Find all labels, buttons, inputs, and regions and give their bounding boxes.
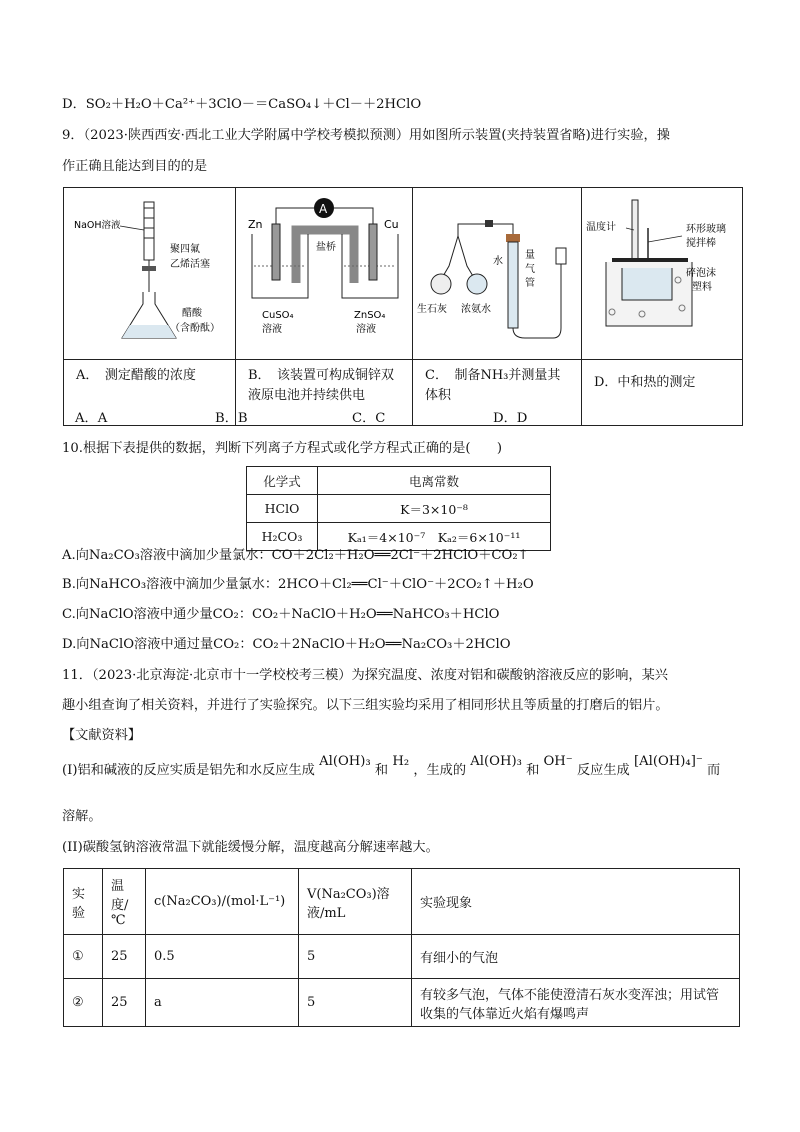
q10-option-a: A.向Na₂CO₃溶液中滴加少量氯水：CO＋2Cl₂＋H₂O══2Cl⁻＋2HClO＋CO₂↑ <box>62 548 529 563</box>
cu-label: Cu <box>384 218 399 231</box>
q11-row2-volume: 5 <box>299 979 412 1027</box>
q10-option-b: B.向NaHCO₃溶液中滴加少量氯水：2HCO＋Cl₂══Cl⁻＋ClO⁻＋2CO₂↑＋H₂O <box>62 577 534 592</box>
q10-option-c: C.向NaClO溶液中通少量CO₂：CO₂＋NaClO＋H₂O══NaHCO₃＋HClO <box>62 607 500 622</box>
titration-figure <box>64 188 235 355</box>
stirrer-label-1: 环形玻璃 <box>686 224 726 235</box>
foam-label-1: 碎泡沫 <box>686 268 716 279</box>
stopcock-label-2: 乙烯活塞 <box>170 259 210 270</box>
salt-bridge-label: 盐桥 <box>316 242 336 253</box>
q11-stem-line1: 11．（2023·北京海淀·北京市十一学校校考三模）为探究温度、浓度对铝和碳酸钠溶液反应的影响，某兴 <box>62 668 668 683</box>
q10-header-constant: 电离常数 <box>318 467 551 495</box>
q10-header-formula: 化学式 <box>247 467 318 495</box>
q9-stem-line2: 作正确且能达到目的的是 <box>62 159 208 174</box>
q11-header-volume: V(Na₂CO₃)溶液/mL <box>299 869 412 935</box>
gas-tube-label-3: 管 <box>525 278 535 289</box>
acid-label-1: 醋酸 <box>182 308 202 319</box>
zn-label: Zn <box>248 218 263 231</box>
ammeter-label: A <box>319 202 328 216</box>
caption-d: D．中和热的测定 <box>582 360 743 426</box>
water-label: 水 <box>493 256 503 267</box>
q11-header-phenomenon: 实验现象 <box>412 869 740 935</box>
q11-experiment-table <box>63 868 740 1027</box>
q11-row2-experiment: ② <box>64 979 103 1027</box>
ammonia-gas-figure <box>413 188 581 355</box>
q8-option-d: D．SO₂＋H₂O＋Ca²⁺＋3ClO－＝CaSO₄↓＋Cl－＋2HClO <box>62 97 422 112</box>
q10-row1-formula: HClO <box>247 495 318 523</box>
literature-heading: 【文献资料】 <box>62 728 142 743</box>
literature-item-1: (I)铝和碱液的反应实质是铝先和水反应生成 Al(OH)₃ 和 H₂ ，生成的 Al(OH)₃ 和 OH⁻ 反应生成 [Al(OH)₄]⁻ 而 <box>62 754 721 778</box>
caption-b: B． 该装置可构成铜锌双液原电池并持续供电 <box>236 360 413 426</box>
q11-row1-experiment: ① <box>64 935 103 979</box>
stopcock-label-1: 聚四氟 <box>170 244 200 255</box>
choice-d[interactable]: D．D <box>493 411 528 426</box>
q10-stem: 10.根据下表提供的数据，判断下列离子方程式或化学方程式正确的是( ) <box>62 441 503 456</box>
cuso4-solution-label: 溶液 <box>262 324 282 335</box>
q10-option-d: D.向NaClO溶液中通过量CO₂：CO₂＋2NaClO＋H₂O══Na₂CO₃＋2HClO <box>62 637 511 652</box>
gas-tube-label-1: 量 <box>525 250 535 261</box>
q11-row2-concentration: a <box>146 979 299 1027</box>
caption-c: C． 制备NH₃并测量其体积 <box>413 360 582 426</box>
quicklime-label: 生石灰 <box>417 304 447 315</box>
q11-stem-line2: 趣小组查询了相关资料，并进行了实验探究。以下三组实验均采用了相同形状且等质量的打磨后的铝片。 <box>62 698 669 713</box>
literature-item-1-continued: 溶解。 <box>62 809 102 824</box>
cuso4-label: CuSO₄ <box>262 310 294 321</box>
q11-header-temperature: 温度/℃ <box>103 869 146 935</box>
caption-a: A． 测定醋酸的浓度 <box>64 360 236 426</box>
q11-row1-volume: 5 <box>299 935 412 979</box>
stirrer-label-2: 搅拌棒 <box>686 238 716 249</box>
ammonia-water-label: 浓氨水 <box>461 304 491 315</box>
znso4-solution-label: 溶液 <box>356 324 376 335</box>
q11-row1-phenomenon: 有细小的气泡 <box>412 935 740 979</box>
foam-label-2: 塑料 <box>692 282 712 293</box>
gas-tube-label-2: 气 <box>525 264 535 275</box>
q9-stem-line1: 9．（2023·陕西西安·西北工业大学附属中学校考模拟预测）用如图所示装置(夹持装置省略)进行实验，操 <box>62 128 670 143</box>
calorimeter-figure <box>582 188 742 355</box>
q10-row2-formula: H₂CO₃ <box>247 523 318 551</box>
acid-label-2: （含酚酞） <box>170 323 220 334</box>
q10-row2-constant: Kₐ₁＝4×10⁻⁷ Kₐ₂＝6×10⁻¹¹ <box>318 523 551 551</box>
choice-c[interactable]: C．C <box>352 411 386 426</box>
q10-row1-constant: K＝3×10⁻⁸ <box>318 495 551 523</box>
q11-header-experiment: 实验 <box>64 869 103 935</box>
literature-item-2: (II)碳酸氢钠溶液常温下就能缓慢分解，温度越高分解速率越大。 <box>62 840 439 855</box>
q11-row2-temperature: 25 <box>103 979 146 1027</box>
q11-header-concentration: c(Na₂CO₃)/(mol·L⁻¹) <box>146 869 299 935</box>
choice-b[interactable]: B．B <box>215 411 248 426</box>
q11-row1-concentration: 0.5 <box>146 935 299 979</box>
q9-apparatus-table <box>63 187 743 426</box>
znso4-label: ZnSO₄ <box>354 310 386 321</box>
q10-ionization-table <box>246 466 551 551</box>
choice-a[interactable]: A．A <box>75 411 108 426</box>
naoh-label: NaOH溶液 <box>74 220 121 231</box>
q11-row1-temperature: 25 <box>103 935 146 979</box>
q11-row2-phenomenon: 有较多气泡，气体不能使澄清石灰水变浑浊；用试管收集的气体靠近火焰有爆鸣声 <box>412 979 740 1027</box>
thermometer-label: 温度计 <box>586 222 616 233</box>
galvanic-cell-figure <box>236 188 412 355</box>
